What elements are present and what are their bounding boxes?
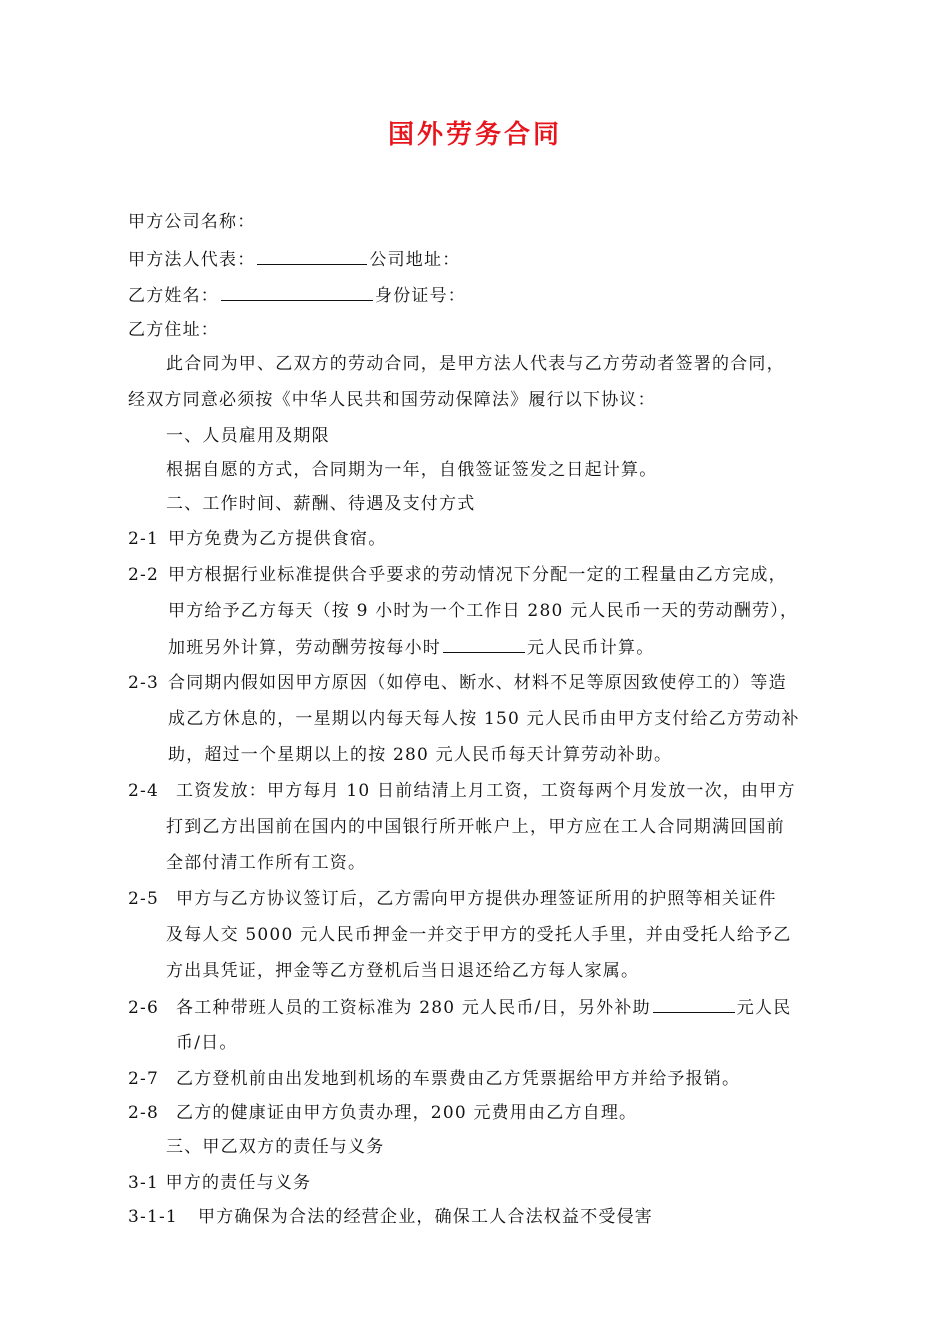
- document-title: 国外劳务合同: [387, 120, 562, 150]
- section-3-heading: 三、甲乙双方的责任与义务: [166, 1137, 385, 1157]
- clause-2-3-line-1: [128, 671, 787, 695]
- clause-text: 合同期内假如因甲方原因（如停电、断水、材料不足等原因致使停工的）等造: [168, 673, 787, 693]
- clause-2-8: [128, 1101, 637, 1125]
- clause-number: 3-1-1: [128, 1207, 178, 1227]
- party-a-rep-blank: [257, 247, 367, 265]
- party-a-rep-row: [128, 247, 460, 272]
- clause-number: 2-1: [128, 529, 159, 549]
- intro-line-2: 经双方同意必须按《中华人民共和国劳动保障法》履行以下协议：: [128, 390, 656, 410]
- clause-text: 甲方与乙方协议签订后，乙方需向甲方提供办理签证所用的护照等相关证件: [176, 889, 777, 909]
- clause-number: 2-3: [128, 673, 159, 693]
- clause-text: 加班另外计算，劳动酬劳按每小时: [168, 638, 441, 658]
- clause-number: 2-8: [128, 1103, 159, 1123]
- clause-2-2-line-2: 甲方给予乙方每天（按 9 小时为一个工作日 280 元人民币一天的劳动酬劳），: [168, 601, 799, 621]
- clause-number: 2-5: [128, 889, 159, 909]
- clause-text: 甲方根据行业标准提供合乎要求的劳动情况下分配一定的工程量由乙方完成，: [168, 565, 787, 585]
- clause-2-1: [128, 527, 386, 551]
- party-b-name-blank: [221, 283, 373, 301]
- clause-2-6-line-1: [128, 995, 791, 1020]
- clause-2-6-line-2: 币/日。: [176, 1033, 238, 1053]
- clause-text: 元人民币计算。: [527, 638, 655, 658]
- clause-2-4-line-2: 打到乙方出国前在国内的中国银行所开帐户上，甲方应在工人合同期满回国前: [166, 817, 785, 837]
- clause-text: 甲方免费为乙方提供食宿。: [168, 529, 387, 549]
- clause-text: 乙方登机前由出发地到机场的车票费由乙方凭票据给甲方并给予报销。: [176, 1069, 741, 1089]
- clause-text: 乙方的健康证由甲方负责办理，200 元费用由乙方自理。: [176, 1103, 638, 1123]
- clause-2-3-line-2: 成乙方休息的，一星期以内每天每人按 150 元人民币由甲方支付给乙方劳动补: [168, 709, 800, 729]
- clause-2-5-line-3: 方出具凭证，押金等乙方登机后当日退还给乙方每人家属。: [166, 961, 640, 981]
- id-number-label: 身份证号：: [375, 286, 466, 306]
- clause-number: 2-7: [128, 1069, 159, 1089]
- intro-line-1: 此合同为甲、乙双方的劳动合同，是甲方法人代表与乙方劳动者签署的合同，: [166, 354, 785, 374]
- hourly-rate-blank: [443, 635, 525, 653]
- clause-3-1-1: [128, 1205, 653, 1229]
- party-b-address-label: 乙方住址：: [128, 320, 219, 340]
- clause-text: 工资发放：甲方每月 10 日前结清上月工资，工资每两个月发放一次，由甲方: [176, 781, 796, 801]
- clause-2-5-line-2: 及每人交 5000 元人民币押金一并交于甲方的受托人手里，并由受托人给予乙: [166, 925, 792, 945]
- clause-text: 各工种带班人员的工资标准为 280 元人民币/日，另外补助: [176, 998, 651, 1018]
- subsidy-blank: [653, 995, 735, 1013]
- clause-number: 2-4: [128, 781, 159, 801]
- clause-number: 2-2: [128, 565, 159, 585]
- section-3-1-heading: 3-1 甲方的责任与义务: [128, 1173, 312, 1193]
- party-a-rep-label: 甲方法人代表：: [128, 250, 256, 270]
- section-2-heading: 二、工作时间、薪酬、待遇及支付方式: [166, 494, 476, 514]
- party-a-company-label: 甲方公司名称：: [128, 212, 256, 232]
- clause-2-7: [128, 1067, 740, 1091]
- clause-number: 2-6: [128, 998, 159, 1018]
- company-address-label: 公司地址：: [369, 250, 461, 270]
- clause-2-5-line-1: [128, 887, 777, 911]
- party-b-name-row: [128, 283, 466, 308]
- clause-text: 元人民: [736, 998, 792, 1018]
- section-1-heading: 一、人员雇用及期限: [166, 426, 330, 446]
- clause-2-4-line-1: [128, 779, 796, 803]
- clause-text: 甲方确保为合法的经营企业，确保工人合法权益不受侵害: [198, 1207, 653, 1227]
- clause-2-2-line-1: [128, 563, 787, 587]
- party-b-name-label: 乙方姓名：: [128, 286, 219, 306]
- section-1-text: 根据自愿的方式，合同期为一年，自俄签证签发之日起计算。: [166, 460, 658, 480]
- clause-2-3-line-3: 助，超过一个星期以上的按 280 元人民币每天计算劳动补助。: [168, 745, 673, 765]
- clause-2-4-line-3: 全部付清工作所有工资。: [166, 853, 367, 873]
- clause-2-2-line-3: [168, 635, 654, 660]
